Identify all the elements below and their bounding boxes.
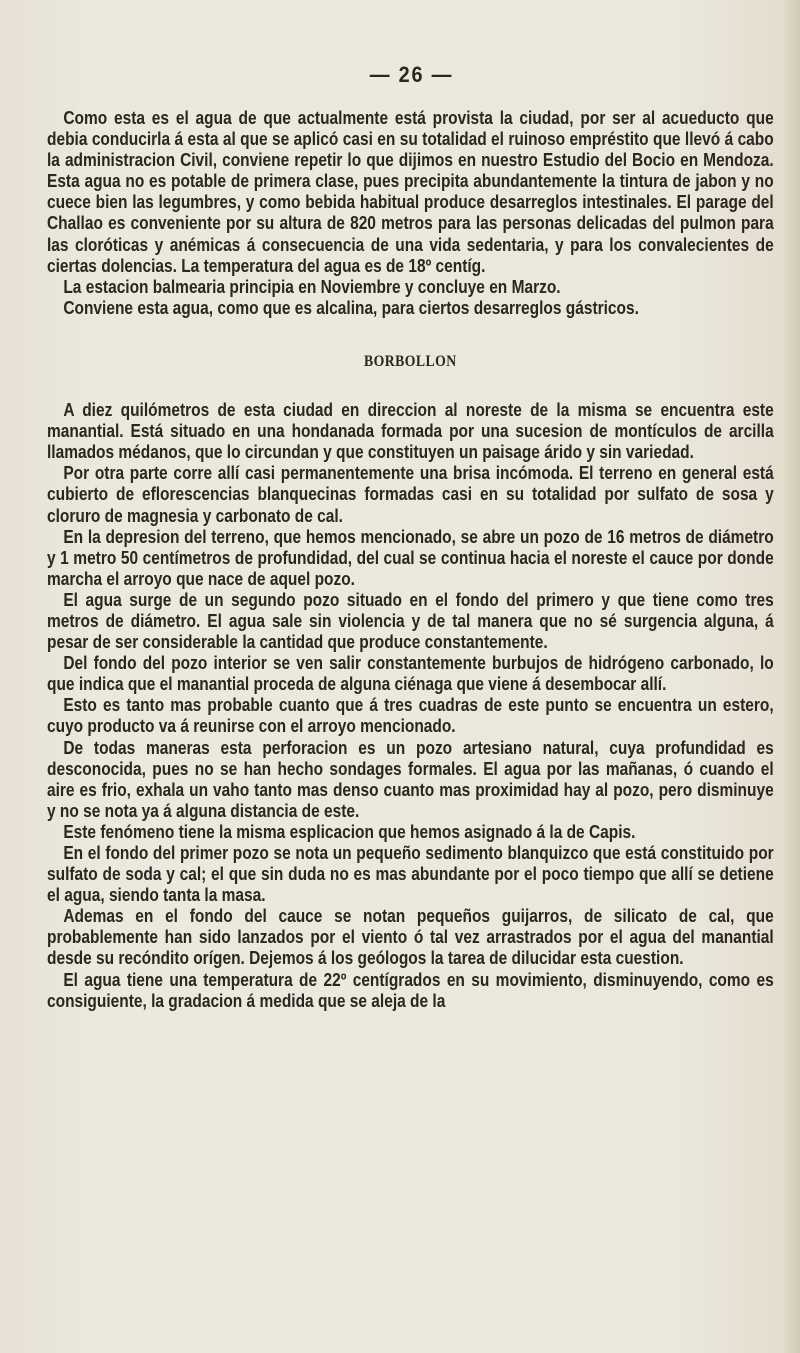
paragraph: La estacion balmearia principia en Noviembre y concluye en Marzo. [63, 276, 561, 297]
paragraph: A diez quilómetros de esta ciudad en direccion al noreste de la misma se encuentra este manantial. Está situado en una hondanada formada por una sucesion de montículos de arcilla llamados médanos, que lo circundan y que constituyen un paisage árido y sin variedad. [47, 400, 774, 463]
paragraph: En la depresion del terreno, que hemos mencionado, se abre un pozo de 16 metros de diámetro y 1 metro 50 centímetros de profundidad, del cual se continua hacia el noreste el cauce por donde marcha el arroyo que nace de aquel pozo. [47, 526, 774, 589]
paragraph: En el fondo del primer pozo se nota un pequeño sedimento blanquizco que está constituido por sulfato de soda y cal; el que sin duda no es mas abundante por el poco tiempo que allí se detiene el agua, siendo tanta la masa. [47, 843, 774, 906]
page-number: — 26 — [369, 62, 454, 87]
paragraph: De todas maneras esta perforacion es un pozo artesiano natural, cuya profundidad es desconocida, pues no se han hecho sondages formales. El agua por las mañanas, ó cuando el aire es frio, exhala un vaho tanto mas denso cuanto mas proximidad hay al pozo, pero disminuye y no se nota ya á alguna distancia de este. [47, 737, 774, 821]
paragraph: Del fondo del pozo interior se ven salir constantemente burbujos de hidrógeno carbonado, lo que indica que el manantial proceda de alguna ciénaga que viene á desembocar allí. [47, 653, 774, 695]
paragraph: Como esta es el agua de que actualmente está provista la ciudad, por ser al acueducto que debia conducirla á esta al que se aplicó casi en su totalidad el ruinoso empréstito que llevó á cabo la administracion Civil, conviene repetir lo que dijimos en nuestro Estudio del Bocio en Mendoza. Esta agua no es potable de primera clase, pues precipita abundantemente la tintura de jabon y no cuece bien las legumbres, y como bebida habitual produce desarreglos intestinales. El parage del Challao es conveniente por su altura de 820 metros para las personas delicadas del pulmon para las cloróticas y anémicas á consecuencia de una vida sedentaria, y para los convalecientes de ciertas dolencias. La temperatura del agua es de 18º centíg. [47, 108, 774, 276]
paragraph: El agua tiene una temperatura de 22º centígrados en su movimiento, disminuyendo, como es consiguiente, la gradacion á medida que se aleja de la [47, 969, 774, 1011]
page-edge-shadow [782, 0, 800, 1353]
body-text [47, 108, 774, 1012]
paragraph: Conviene esta agua, como que es alcalina, para ciertos desarreglos gástricos. [63, 297, 639, 318]
paragraph: El agua surge de un segundo pozo situado en el fondo del primero y que tiene como tres metros de diámetro. El agua sale sin violencia y de tal manera que no sé surgencia alguna, á pesar de ser considerable la cantidad que produce constantemente. [47, 589, 774, 653]
paragraph: Por otra parte corre allí casi permanentemente una brisa incómoda. El terreno en general está cubierto de eflorescencias blanquecinas formadas casi en su totalidad por sulfato de sosa y cloruro de magnesia y carbonato de cal. [47, 463, 774, 526]
section-heading: BORBOLLON [364, 352, 457, 370]
paragraph: Ademas en el fondo del cauce se notan pequeños guijarros, de silicato de cal, que probablemente han sido lanzados por el viento ó tal vez arrastrados por el agua del manantial desde su recóndito orígen. Dejemos á los geólogos la tarea de dilucidar esta cuestion. [47, 906, 774, 969]
paragraph: Esto es tanto mas probable cuanto que á tres cuadras de este punto se encuentra un estero, cuyo producto va á reunirse con el arroyo mencionado. [47, 695, 774, 737]
paragraph: Este fenómeno tiene la misma esplicacion que hemos asignado á la de Capis. [63, 821, 636, 842]
